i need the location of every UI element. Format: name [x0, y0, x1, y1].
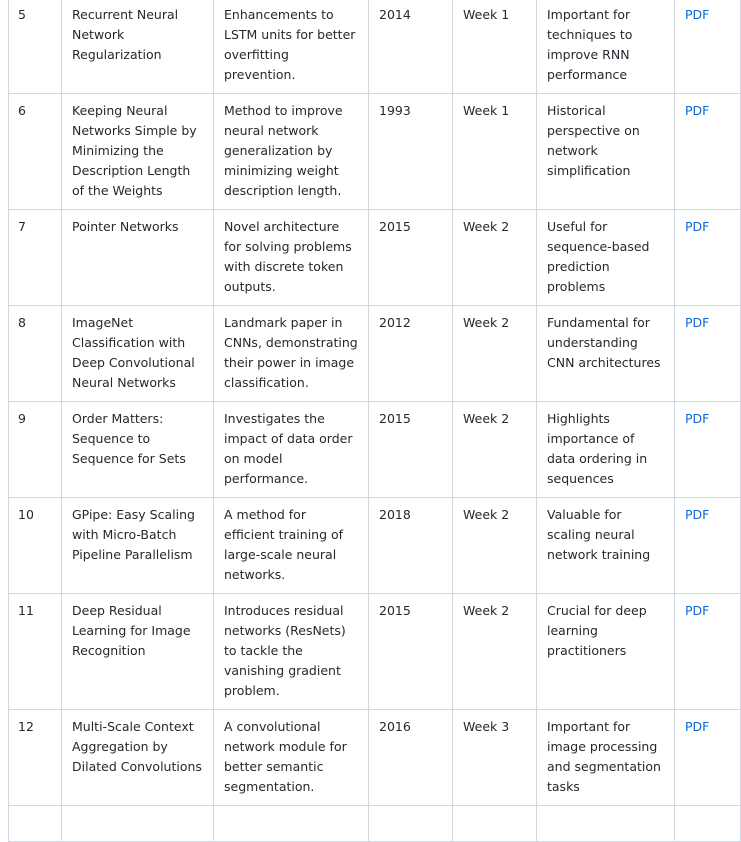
paper-title-cell	[62, 306, 214, 402]
paper-year: 2015	[379, 411, 411, 426]
paper-year-cell	[369, 402, 453, 498]
paper-week-cell	[453, 94, 537, 210]
paper-description: A convolutional network module for better semantic segmentation.	[224, 719, 347, 794]
paper-title: Recurrent Neural Network Regularization	[72, 7, 179, 62]
paper-title-cell	[62, 594, 214, 710]
paper-notes: Important for image processing and segmentation tasks	[547, 719, 661, 794]
paper-year: 2018	[379, 507, 411, 522]
paper-number-cell	[9, 0, 62, 94]
pdf-link[interactable]: PDF	[685, 7, 710, 22]
paper-description-cell	[214, 306, 369, 402]
paper-link-cell	[675, 306, 741, 402]
paper-week-cell	[453, 210, 537, 306]
paper-notes: Important for techniques to improve RNN performance	[547, 7, 633, 82]
table-row	[9, 306, 741, 402]
paper-notes-cell-empty	[537, 806, 675, 842]
paper-description: Investigates the impact of data order on model performance.	[224, 411, 353, 486]
paper-title: ImageNet Classification with Deep Convolutional Neural Networks	[72, 315, 195, 390]
paper-year-cell	[369, 0, 453, 94]
paper-week-cell-empty	[453, 806, 537, 842]
table-row	[9, 710, 741, 806]
pdf-link[interactable]: PDF	[685, 103, 710, 118]
paper-year: 2014	[379, 7, 411, 22]
paper-number: 9	[18, 411, 26, 426]
paper-number: 5	[18, 7, 26, 22]
paper-link-cell-empty	[675, 806, 741, 842]
paper-title: Pointer Networks	[72, 219, 179, 234]
paper-description: Introduces residual networks (ResNets) to tackle the vanishing gradient problem.	[224, 603, 346, 698]
paper-description-cell	[214, 0, 369, 94]
paper-link-cell	[675, 498, 741, 594]
paper-number: 8	[18, 315, 26, 330]
paper-week: Week 2	[463, 219, 510, 234]
paper-week: Week 1	[463, 103, 510, 118]
paper-year: 2012	[379, 315, 411, 330]
paper-link-cell	[675, 710, 741, 806]
paper-week: Week 3	[463, 719, 510, 734]
paper-description-cell	[214, 210, 369, 306]
table-row	[9, 210, 741, 306]
table-row	[9, 498, 741, 594]
pdf-link[interactable]: PDF	[685, 603, 710, 618]
paper-title-cell-empty	[62, 806, 214, 842]
paper-week-cell	[453, 498, 537, 594]
paper-week-cell	[453, 710, 537, 806]
paper-notes-cell	[537, 594, 675, 710]
paper-description: Landmark paper in CNNs, demonstrating their power in image classification.	[224, 315, 358, 390]
paper-description: Novel architecture for solving problems with discrete token outputs.	[224, 219, 352, 294]
paper-title: GPipe: Easy Scaling with Micro-Batch Pipeline Parallelism	[72, 507, 195, 562]
paper-notes: Fundamental for understanding CNN architectures	[547, 315, 661, 370]
paper-number-cell	[9, 402, 62, 498]
paper-week-cell	[453, 594, 537, 710]
paper-number: 11	[18, 603, 34, 618]
paper-number-cell	[9, 94, 62, 210]
paper-link-cell	[675, 402, 741, 498]
paper-description-cell	[214, 710, 369, 806]
paper-week-cell	[453, 306, 537, 402]
papers-table	[8, 0, 741, 842]
paper-year-cell	[369, 94, 453, 210]
paper-description-cell	[214, 94, 369, 210]
paper-link-cell	[675, 94, 741, 210]
paper-year: 2016	[379, 719, 411, 734]
paper-notes-cell	[537, 0, 675, 94]
paper-year-cell	[369, 210, 453, 306]
paper-title: Multi-Scale Context Aggregation by Dilated Convolutions	[72, 719, 202, 774]
paper-title-cell	[62, 0, 214, 94]
paper-week: Week 2	[463, 315, 510, 330]
paper-title-cell	[62, 94, 214, 210]
paper-notes-cell	[537, 94, 675, 210]
paper-description-cell	[214, 402, 369, 498]
paper-number: 12	[18, 719, 34, 734]
paper-title-cell	[62, 498, 214, 594]
paper-week: Week 2	[463, 411, 510, 426]
paper-year-cell	[369, 498, 453, 594]
paper-title: Keeping Neural Networks Simple by Minimizing the Description Length of the Weights	[72, 103, 197, 198]
paper-notes-cell	[537, 498, 675, 594]
table-row	[9, 94, 741, 210]
paper-notes-cell	[537, 710, 675, 806]
paper-notes-cell	[537, 210, 675, 306]
paper-year-cell-empty	[369, 806, 453, 842]
paper-link-cell	[675, 594, 741, 710]
paper-year-cell	[369, 710, 453, 806]
paper-number-cell	[9, 710, 62, 806]
paper-year-cell	[369, 306, 453, 402]
paper-number-cell	[9, 306, 62, 402]
paper-title: Deep Residual Learning for Image Recognition	[72, 603, 191, 658]
paper-week: Week 2	[463, 507, 510, 522]
paper-link-cell	[675, 0, 741, 94]
table-row	[9, 0, 741, 94]
paper-description: Enhancements to LSTM units for better overfitting prevention.	[224, 7, 356, 82]
paper-week: Week 1	[463, 7, 510, 22]
pdf-link[interactable]: PDF	[685, 507, 710, 522]
table-row	[9, 402, 741, 498]
paper-title-cell	[62, 710, 214, 806]
paper-link-cell	[675, 210, 741, 306]
paper-number-cell	[9, 210, 62, 306]
paper-notes: Historical perspective on network simplification	[547, 103, 640, 178]
paper-notes-cell	[537, 306, 675, 402]
paper-number: 7	[18, 219, 26, 234]
paper-notes-cell	[537, 402, 675, 498]
paper-year: 2015	[379, 219, 411, 234]
pdf-link[interactable]: PDF	[685, 411, 710, 426]
paper-notes: Valuable for scaling neural network training	[547, 507, 651, 562]
paper-year-cell	[369, 594, 453, 710]
table-row	[9, 594, 741, 710]
paper-week-cell	[453, 402, 537, 498]
paper-year: 1993	[379, 103, 411, 118]
pdf-link[interactable]: PDF	[685, 719, 710, 734]
pdf-link[interactable]: PDF	[685, 315, 710, 330]
paper-number-cell	[9, 498, 62, 594]
paper-notes: Highlights importance of data ordering in sequences	[547, 411, 648, 486]
pdf-link[interactable]: PDF	[685, 219, 710, 234]
paper-number-cell	[9, 594, 62, 710]
paper-number: 6	[18, 103, 26, 118]
paper-title-cell	[62, 402, 214, 498]
paper-title: Order Matters: Sequence to Sequence for Sets	[72, 411, 186, 466]
paper-description: Method to improve neural network generalization by minimizing weight description length.	[224, 103, 343, 198]
paper-notes: Useful for sequence-based prediction problems	[547, 219, 650, 294]
paper-notes: Crucial for deep learning practitioners	[547, 603, 647, 658]
paper-year: 2015	[379, 603, 411, 618]
paper-number-cell-empty	[9, 806, 62, 842]
paper-week: Week 2	[463, 603, 510, 618]
paper-description: A method for efficient training of large-scale neural networks.	[224, 507, 344, 582]
papers-table-body	[9, 0, 741, 842]
paper-week-cell	[453, 0, 537, 94]
paper-number: 10	[18, 507, 34, 522]
table-row-partial	[9, 806, 741, 842]
paper-description-cell	[214, 594, 369, 710]
paper-description-cell-empty	[214, 806, 369, 842]
paper-title-cell	[62, 210, 214, 306]
paper-description-cell	[214, 498, 369, 594]
